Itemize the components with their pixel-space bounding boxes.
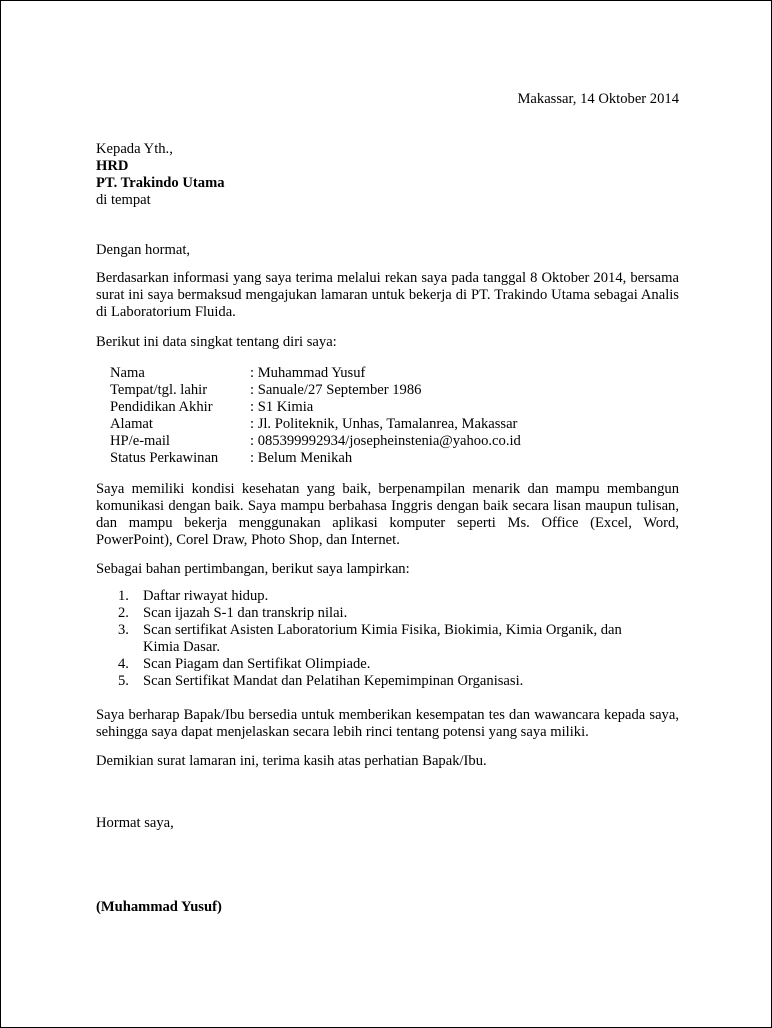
list-text: Scan Piagam dan Sertifikat Olimpiade.: [143, 656, 371, 672]
list-number: 5.: [118, 673, 129, 689]
list-item: [96, 605, 679, 622]
list-item: [96, 673, 679, 690]
list-text: Daftar riwayat hidup.: [143, 588, 269, 604]
list-item: [96, 622, 679, 656]
data-value: : Muhammad Yusuf: [250, 365, 366, 381]
list-item: [96, 656, 679, 673]
data-value: : Sanuale/27 September 1986: [250, 382, 422, 398]
data-row-contact: [110, 433, 521, 450]
data-label: Nama: [110, 365, 145, 381]
data-label: Tempat/tgl. lahir: [110, 382, 208, 398]
salutation: Dengan hormat,: [96, 242, 191, 258]
list-number: 3.: [118, 622, 129, 638]
data-row-education: [110, 399, 521, 416]
data-value: : Jl. Politeknik, Unhas, Tamalanrea, Makassar: [250, 416, 518, 432]
closing-paragraph: Demikian surat lamaran ini, terima kasih atas perhatian Bapak/Ibu.: [96, 753, 487, 769]
data-row-name: [110, 365, 521, 382]
recipient-company: PT. Trakindo Utama: [96, 175, 225, 191]
recipient-location: di tempat: [96, 192, 151, 208]
recipient-block: [96, 141, 225, 209]
list-text: Scan Sertifikat Mandat dan Pelatihan Kepemimpinan Organisasi.: [143, 673, 524, 689]
signature-name: (Muhammad Yusuf): [96, 899, 222, 915]
opening-paragraph: Berdasarkan informasi yang saya terima melalui rekan saya pada tanggal 8 Oktober 2014, bersama surat ini saya bermaksud mengajukan lamaran untuk bekerja di PT. Trakindo Utama sebagai Analis di Laboratorium Fluida.: [96, 270, 679, 320]
data-label: Alamat: [110, 416, 153, 432]
recipient-dept: HRD: [96, 158, 129, 174]
recipient-to: Kepada Yth.,: [96, 141, 173, 157]
data-label: Status Perkawinan: [110, 450, 219, 466]
qualifications-paragraph: Saya memiliki kondisi kesehatan yang baik, berpenampilan menarik dan mampu membangun komunikasi dengan baik. Saya mampu berbahasa Inggris dengan baik secara lisan maupun tulisan, dan mampu bekerja menggunakan aplikasi komputer seperti Ms. Office (Excel, Word, PowerPoint), Corel Draw, Photo Shop, dan Internet.: [96, 481, 679, 548]
data-label: HP/e-mail: [110, 433, 170, 449]
list-text: Scan sertifikat Asisten Laboratorium Kimia Fisika, Biokimia, Kimia Organik, dan Kimia Dasar.: [143, 622, 622, 655]
list-text: Scan ijazah S-1 dan transkrip nilai.: [143, 605, 348, 621]
place-date: Makassar, 14 Oktober 2014: [517, 91, 679, 107]
data-row-birth: [110, 382, 521, 399]
list-number: 1.: [118, 588, 129, 604]
data-row-address: [110, 416, 521, 433]
request-paragraph: Saya berharap Bapak/Ibu bersedia untuk memberikan kesempatan tes dan wawancara kepada saya, sehingga saya dapat menjelaskan secara lebih rinci tentang potensi yang saya miliki.: [96, 707, 679, 740]
data-label: Pendidikan Akhir: [110, 399, 213, 415]
personal-data-table: [110, 365, 521, 467]
data-value: : 085399992934/josepheinstenia@yahoo.co.id: [250, 433, 521, 449]
list-number: 2.: [118, 605, 129, 621]
data-row-marital-status: [110, 450, 521, 467]
data-value: : Belum Menikah: [250, 450, 353, 466]
attachments-intro: Sebagai bahan pertimbangan, berikut saya lampirkan:: [96, 561, 410, 577]
personal-data-intro: Berikut ini data singkat tentang diri saya:: [96, 334, 337, 350]
attachments-list: [96, 588, 679, 690]
list-number: 4.: [118, 656, 129, 672]
data-value: : S1 Kimia: [250, 399, 314, 415]
closing-phrase: Hormat saya,: [96, 815, 174, 831]
list-item: [96, 588, 679, 605]
